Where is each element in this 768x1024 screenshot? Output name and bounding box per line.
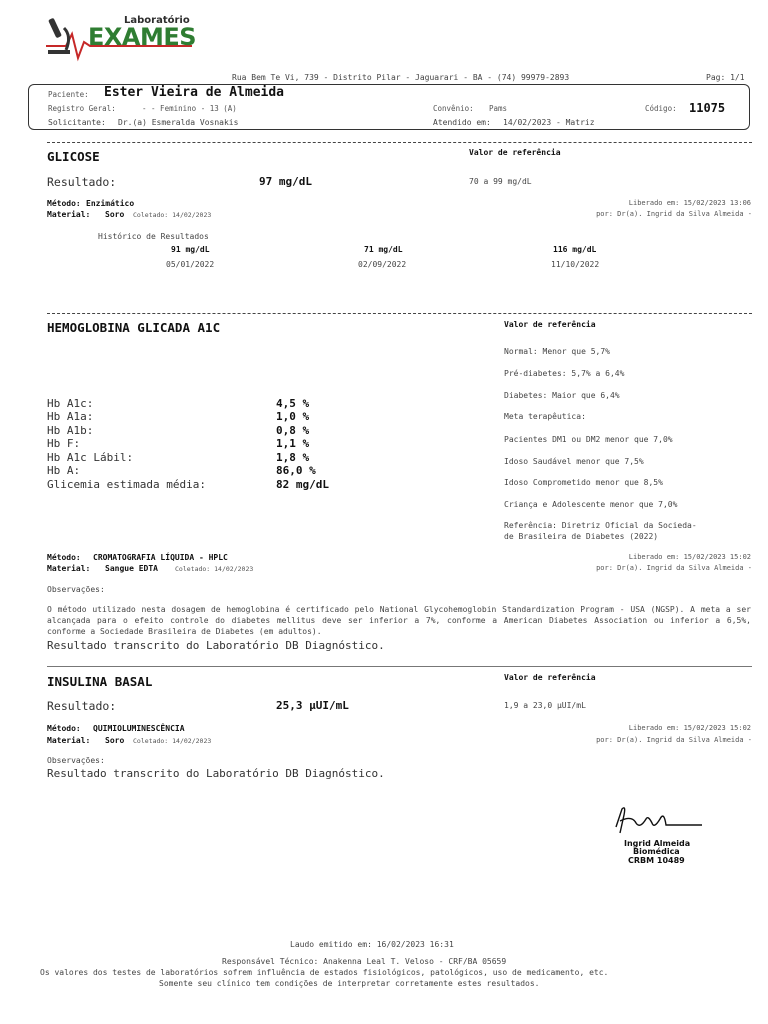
glicose-ref-value: 70 a 99 mg/dL [469, 177, 532, 186]
signature-crbm: CRBM 10489 [628, 856, 685, 865]
insulina-coletado: Coletado: 14/02/2023 [133, 737, 212, 745]
divider [47, 666, 752, 667]
disclaimer-line-2: Somente seu clínico tem condições de interpretar corretamente estes resultados. [159, 979, 540, 988]
registro-label: Registro Geral: [48, 104, 116, 113]
hba1c-result-label: Hb A1b: [47, 424, 94, 437]
glicose-coletado: Coletado: 14/02/2023 [133, 211, 212, 219]
glicose-liberado: Liberado em: 15/02/2023 13:06 [628, 199, 751, 207]
glicose-por: por: Dr(a). Ingrid da Silva Almeida - [596, 210, 752, 218]
hba1c-ref-line: Idoso Comprometido menor que 8,5% [504, 478, 663, 487]
insulina-material-value: Soro [105, 736, 125, 745]
glicose-metodo-label: Método: [47, 199, 81, 208]
convenio-label: Convênio: [433, 104, 474, 113]
history-date: 05/01/2022 [166, 260, 215, 269]
hba1c-ref-line: Idoso Saudável menor que 7,5% [504, 457, 644, 466]
history-date: 11/10/2022 [551, 260, 600, 269]
responsavel-tecnico: Responsável Técnico: Anakenna Leal T. Veloso - CRF/BA 05659 [222, 957, 507, 966]
hba1c-ref-line: Pré-diabetes: 5,7% a 6,4% [504, 369, 625, 378]
glicose-ref-title: Valor de referência [469, 148, 561, 157]
insulina-liberado: Liberado em: 15/02/2023 15:02 [628, 724, 751, 732]
hba1c-ref-line: Meta terapêutica: [504, 412, 586, 421]
atendido-label: Atendido em: [433, 118, 491, 127]
lab-logo-top: Laboratório [124, 15, 190, 26]
insulina-obs-transcrito: Resultado transcrito do Laboratório DB Diagnóstico. [47, 767, 385, 780]
insulina-metodo-label: Método: [47, 724, 81, 733]
hba1c-result-value: 1,0 % [276, 410, 310, 423]
divider [47, 313, 752, 314]
paciente-label: Paciente: [48, 90, 89, 99]
signature-title: Biomédica [633, 847, 680, 856]
hba1c-por: por: Dr(a). Ingrid da Silva Almeida - [596, 564, 752, 572]
hba1c-metodo-value: CROMATOGRAFIA LÍQUIDA - HPLC [93, 553, 228, 562]
glicose-result-label: Resultado: [47, 175, 117, 189]
signature-icon [612, 805, 707, 837]
signature-scribble [612, 805, 707, 837]
hba1c-liberado: Liberado em: 15/02/2023 15:02 [628, 553, 751, 561]
insulina-result-value: 25,3 µUI/mL [276, 699, 349, 712]
hba1c-material-label: Material: [47, 564, 91, 573]
hba1c-ref-source: Referência: Diretriz Oficial da Socieda- [504, 521, 697, 530]
history-value: 116 mg/dL [553, 245, 597, 254]
hba1c-result-value: 1,1 % [276, 437, 310, 450]
hba1c-material-value: Sangue EDTA [105, 564, 158, 573]
hba1c-metodo-label: Método: [47, 553, 81, 562]
patient-name: Ester Vieira de Almeida [104, 85, 285, 100]
hba1c-ref-line: Normal: Menor que 5,7% [504, 347, 610, 356]
hba1c-result-label: Hb A1c Lábil: [47, 451, 134, 464]
insulina-ref-value: 1,9 a 23,0 µUI/mL [504, 701, 586, 710]
solicitante-label: Solicitante: [48, 118, 106, 127]
signature-name: Ingrid Almeida [624, 839, 691, 848]
glicose-metodo-value: Enzimático [86, 199, 135, 208]
hba1c-result-label: Hb A1c: [47, 397, 94, 410]
insulina-title: INSULINA BASAL [47, 674, 153, 689]
convenio-value: Pams [489, 104, 508, 113]
hba1c-ref-source: de Brasileira de Diabetes (2022) [504, 532, 659, 541]
codigo-label: Código: [645, 104, 677, 113]
hba1c-ref-line: Pacientes DM1 ou DM2 menor que 7,0% [504, 435, 673, 444]
historico-title: Histórico de Resultados [98, 232, 209, 241]
page-number: Pag: 1/1 [706, 73, 745, 82]
disclaimer-line-1: Os valores dos testes de laboratórios sofrem influência de estados fisiológicos, patológicos, uso de medicamento, etc. [40, 968, 609, 977]
insulina-metodo-value: QUIMIOLUMINESCÊNCIA [93, 724, 185, 733]
hba1c-result-value: 1,8 % [276, 451, 310, 464]
hba1c-ref-line: Criança e Adolescente menor que 7,0% [504, 500, 678, 509]
divider [47, 142, 752, 143]
hba1c-ref-line: Diabetes: Maior que 6,4% [504, 391, 620, 400]
hba1c-result-label: Hb A: [47, 464, 81, 477]
hba1c-obs-text: O método utilizado nesta dosagem de hemoglobina é certificado pelo National Glycohemoglobin Standardization Program - USA (NGSP). A meta a ser alcançada para o efeito controle do diabetes mellitus deve ser inferior a 7%, conforme a American Diabetes Association ou inferior a 6,5%, conforme a Sociedade Brasileira de Diabetes (em adultos). [47, 605, 751, 636]
insulina-material-label: Material: [47, 736, 91, 745]
hba1c-result-value: 82 mg/dL [276, 478, 329, 491]
insulina-result-label: Resultado: [47, 699, 117, 713]
atendido-value: 14/02/2023 - Matriz [503, 118, 595, 127]
glicose-result-value: 97 mg/dL [259, 175, 312, 188]
lab-address: Rua Bem Te Vi, 739 - Distrito Pilar - Jaguarari - BA - (74) 99979-2893 [232, 73, 570, 82]
hba1c-result-value: 4,5 % [276, 397, 310, 410]
hba1c-result-label: Hb A1a: [47, 410, 94, 423]
codigo-value: 11075 [689, 101, 726, 115]
history-value: 71 mg/dL [364, 245, 403, 254]
glicose-material-label: Material: [47, 210, 91, 219]
hba1c-result-value: 0,8 % [276, 424, 310, 437]
hba1c-result-value: 86,0 % [276, 464, 316, 477]
lab-logo-name: EXAMES [88, 23, 197, 51]
insulina-ref-title: Valor de referência [504, 673, 596, 682]
hba1c-obs-transcrito: Resultado transcrito do Laboratório DB Diagnóstico. [47, 639, 385, 652]
insulina-obs-label: Observações: [47, 756, 105, 765]
laudo-emitido: Laudo emitido em: 16/02/2023 16:31 [290, 940, 454, 949]
hba1c-obs-label: Observações: [47, 585, 105, 594]
hba1c-title: HEMOGLOBINA GLICADA A1C [47, 320, 221, 335]
glicose-material-value: Soro [105, 210, 125, 219]
insulina-por: por: Dr(a). Ingrid da Silva Almeida - [596, 736, 752, 744]
history-date: 02/09/2022 [358, 260, 407, 269]
hba1c-ref-title: Valor de referência [504, 320, 596, 329]
registro-value: - - Feminino - 13 (A) [142, 104, 237, 113]
hba1c-result-label: Glicemia estimada média: [47, 478, 206, 491]
solicitante-value: Dr.(a) Esmeralda Vosnakis [118, 118, 239, 127]
hba1c-result-label: Hb F: [47, 437, 81, 450]
hba1c-coletado: Coletado: 14/02/2023 [175, 565, 254, 573]
glicose-title: GLICOSE [47, 149, 100, 164]
history-value: 91 mg/dL [171, 245, 210, 254]
